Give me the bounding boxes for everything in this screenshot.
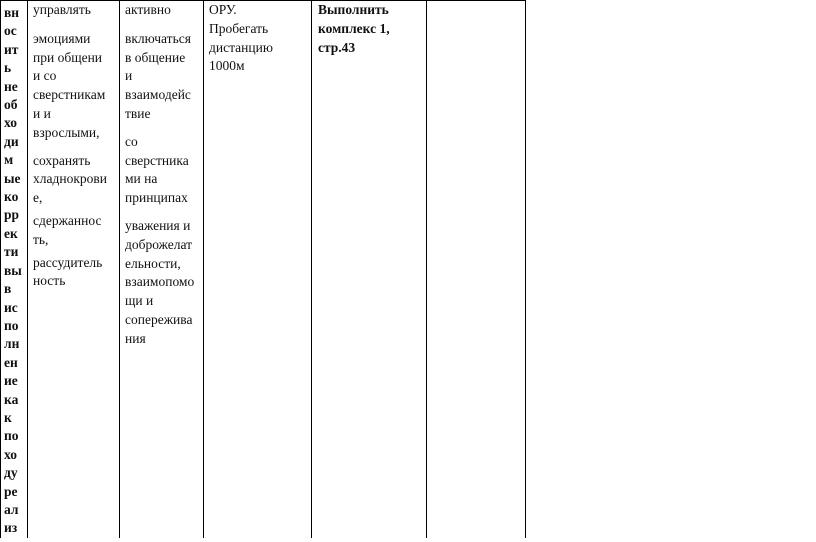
column-divider-4 — [203, 0, 204, 538]
cell-text-line: хо — [4, 446, 17, 462]
cell-text-line: вн — [4, 5, 20, 20]
cell-text-line: м — [4, 152, 14, 168]
cell-text-line: твие — [125, 105, 151, 121]
cell-text-line: ди — [4, 133, 19, 149]
cell-text-line: ал — [4, 501, 19, 517]
cell-text-line: уважения и — [125, 217, 191, 233]
cell-text-line: Пробегать — [209, 20, 269, 36]
cell-text-line: включаться — [125, 30, 191, 46]
cell-text-line: в общение — [125, 49, 186, 65]
column-divider-7 — [525, 0, 526, 538]
cell-text-line: сверстника — [125, 152, 189, 168]
cell-text-line: со — [125, 133, 138, 149]
cell-text-line: сверстникам — [33, 87, 106, 103]
cell-column-4 — [209, 1, 311, 539]
cell-text-line: взрослыми, — [33, 124, 100, 140]
cell-text-line: взаимопомо — [125, 274, 195, 290]
cell-text-line: ит — [4, 41, 19, 57]
cell-text-line: рр — [4, 207, 20, 223]
cell-text-line: ельности, — [125, 255, 181, 271]
cell-text-line: сохранять — [33, 152, 91, 168]
cell-text-line: ис — [4, 299, 18, 315]
cell-text-line: дистанцию — [209, 39, 273, 55]
cell-text-line: доброжелат — [125, 236, 193, 252]
cell-text-line: ния — [125, 330, 146, 346]
cell-text-line: щи и — [125, 293, 154, 309]
cell-text-line: вы — [4, 262, 22, 278]
cell-text-line: комплекс 1, — [318, 20, 390, 36]
cell-text-line: ка — [4, 391, 19, 407]
cell-text-line: ти — [4, 244, 19, 260]
cell-text-line: лн — [4, 336, 20, 352]
cell-text-line: ми на — [125, 171, 158, 187]
cell-text-line: активно — [125, 2, 171, 17]
cell-text-line: и — [125, 68, 133, 84]
cell-column-2 — [33, 1, 119, 539]
cell-text-line: хладнокрови — [33, 171, 107, 187]
cell-text-line: управлять — [33, 2, 91, 17]
cell-text-line: ду — [4, 465, 18, 481]
cell-text-line: при общени — [33, 49, 103, 65]
cell-text-line: в — [4, 281, 12, 297]
cell-text-line: не — [4, 78, 18, 94]
cell-text-line: по — [4, 428, 19, 444]
cell-text-line: ос — [4, 23, 17, 39]
cell-text-line: сопережива — [125, 311, 193, 327]
cell-text-line: ре — [4, 483, 18, 499]
column-divider-2 — [27, 0, 28, 538]
column-divider-3 — [119, 0, 120, 538]
cell-text-line: ь — [4, 60, 12, 76]
cell-column-6-empty — [427, 0, 525, 538]
cell-text-line: эмоциями — [33, 30, 91, 46]
column-divider-5 — [311, 0, 312, 538]
cell-text-line: из — [4, 520, 18, 536]
cell-text-line: об — [4, 97, 18, 113]
cell-text-line: сдержаннос — [33, 212, 102, 228]
cell-text-line: 1000м — [209, 58, 245, 74]
cell-text-line: Выполнить — [318, 2, 389, 17]
cell-text-line: рассудитель — [33, 254, 103, 270]
cell-text-line: принципах — [125, 190, 188, 206]
cell-text-line: хо — [4, 115, 17, 131]
cell-text-line: к — [4, 409, 12, 425]
cell-text-line: ко — [4, 189, 19, 205]
cell-column-1 — [4, 4, 26, 542]
cell-text-line: ые — [4, 170, 21, 186]
cell-text-line: ен — [4, 354, 18, 370]
column-divider-1 — [0, 0, 1, 538]
cell-column-5 — [318, 1, 426, 539]
cell-text-line: ть, — [33, 231, 49, 247]
cell-text-line: ек — [4, 225, 18, 241]
cell-text-line: взаимодейс — [125, 87, 191, 103]
cell-text-line: по — [4, 317, 19, 333]
cell-text-line: и и — [33, 105, 51, 121]
cell-text-line: е, — [33, 190, 43, 206]
cell-text-line: ие — [4, 373, 18, 389]
cell-text-line: ОРУ. — [209, 2, 237, 17]
cell-column-3 — [125, 1, 203, 539]
cell-text-line: и со — [33, 68, 57, 84]
cell-text-line: ность — [33, 273, 66, 289]
cell-text-line: стр.43 — [318, 39, 356, 55]
